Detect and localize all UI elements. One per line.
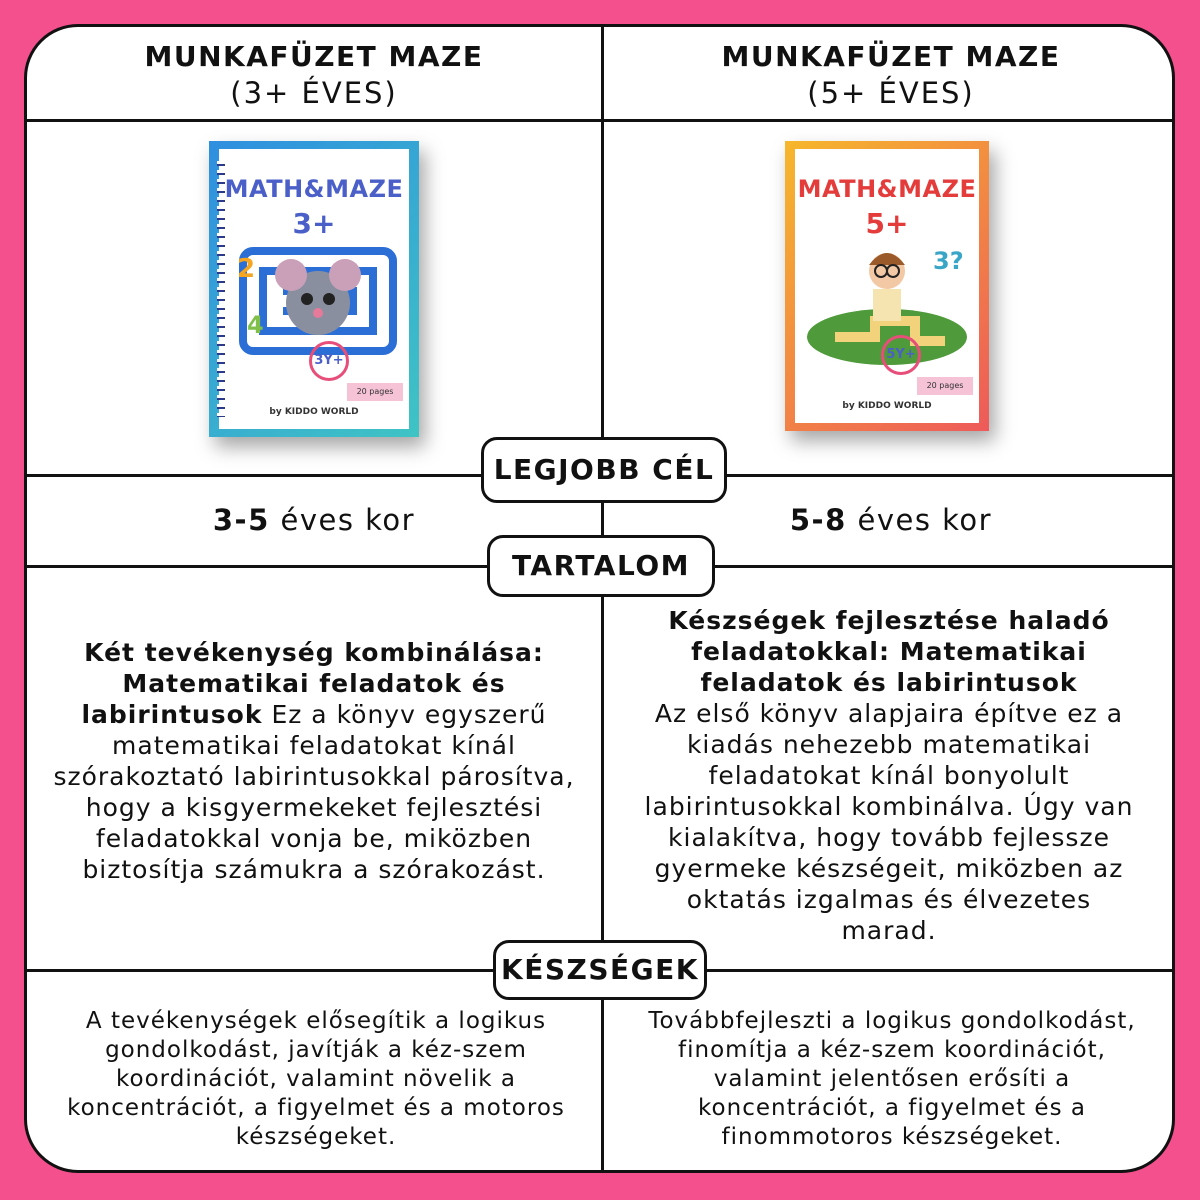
column-header-right xyxy=(604,39,1175,111)
pages-label: 20 pages xyxy=(917,377,973,395)
skills-left: A tevékenységek elősegítik a logikus gondolkodást, javítják a kéz-szem koordinációt, valamint növelik a koncentrációt, a figyelmet és a motoros készségeket. xyxy=(67,1008,565,1150)
content-heading: Készségek fejlesztése haladó feladatokkal: Matematikai feladatok és labirintusok xyxy=(668,606,1110,697)
column-divider xyxy=(601,27,604,1173)
target-age-range: 5-8 xyxy=(789,503,847,537)
svg-text:3?: 3? xyxy=(933,247,964,275)
cover-title: MATH&MAZE xyxy=(224,175,404,203)
header-divider xyxy=(27,119,1172,122)
column-subtitle: (5+ ÉVES) xyxy=(807,76,975,110)
comparison-card xyxy=(24,24,1175,1173)
cover-title: MATH&MAZE xyxy=(797,175,977,203)
brand-logo: by KIDDO WORLD xyxy=(842,401,932,411)
target-age-suffix: éves kor xyxy=(857,503,993,537)
content-body: Ez a könyv egyszerű matematikai feladatokat kínál szórakoztató labirintusokkal párosítva, hogy a kisgyermekeket fejlesztési feladatokkal vonja be, miközben biztosítja számukra a szórakozást. xyxy=(53,700,575,884)
content-left xyxy=(49,637,579,885)
cover-age: 3+ xyxy=(292,207,336,240)
content-right xyxy=(639,605,1139,946)
section-label-best-target: LEGJOBB CÉL xyxy=(481,437,727,503)
column-title: MUNKAFÜZET MAZE xyxy=(144,40,484,73)
svg-text:4: 4 xyxy=(247,311,264,339)
skills-right: Továbbfejleszti a logikus gondolkodást, finomítja a kéz-szem koordinációt, valamint jelentősen erősíti a koncentrációt, a figyelmet és a finommotoros készségeket. xyxy=(648,1008,1136,1150)
section-label-content: TARTALOM xyxy=(487,535,715,597)
column-title: MUNKAFÜZET MAZE xyxy=(721,40,1061,73)
target-age-right xyxy=(604,503,1175,537)
column-subtitle: (3+ ÉVES) xyxy=(230,76,398,110)
brand-logo: by KIDDO WORLD xyxy=(269,407,359,417)
column-header-left xyxy=(27,39,601,111)
age-badge: 5Y+ xyxy=(881,335,921,375)
age-badge: 3Y+ xyxy=(309,341,349,381)
target-age-range: 3-5 xyxy=(212,503,270,537)
target-age-left xyxy=(27,503,601,537)
content-body: Az első könyv alapjaira építve ez a kiadás nehezebb matematikai feladatokat kínál bonyolult labirintusokkal kombinálva. Úgy van kialakítva, hogy tovább fejlessze gyermeke készségeit, miközben az oktatás izgalmas és élvezetes marad. xyxy=(644,699,1134,945)
svg-text:2: 2 xyxy=(237,254,256,284)
section-label-skills: KÉSZSÉGEK xyxy=(493,940,707,1000)
book-cover-3plus xyxy=(209,141,419,437)
pages-label: 20 pages xyxy=(347,383,403,401)
book-cover-5plus xyxy=(785,141,989,431)
target-age-suffix: éves kor xyxy=(280,503,416,537)
cover-age: 5+ xyxy=(865,207,909,240)
content-heading: Két tevékenység kombinálása: Matematikai feladatok és labirintusok xyxy=(81,638,544,729)
